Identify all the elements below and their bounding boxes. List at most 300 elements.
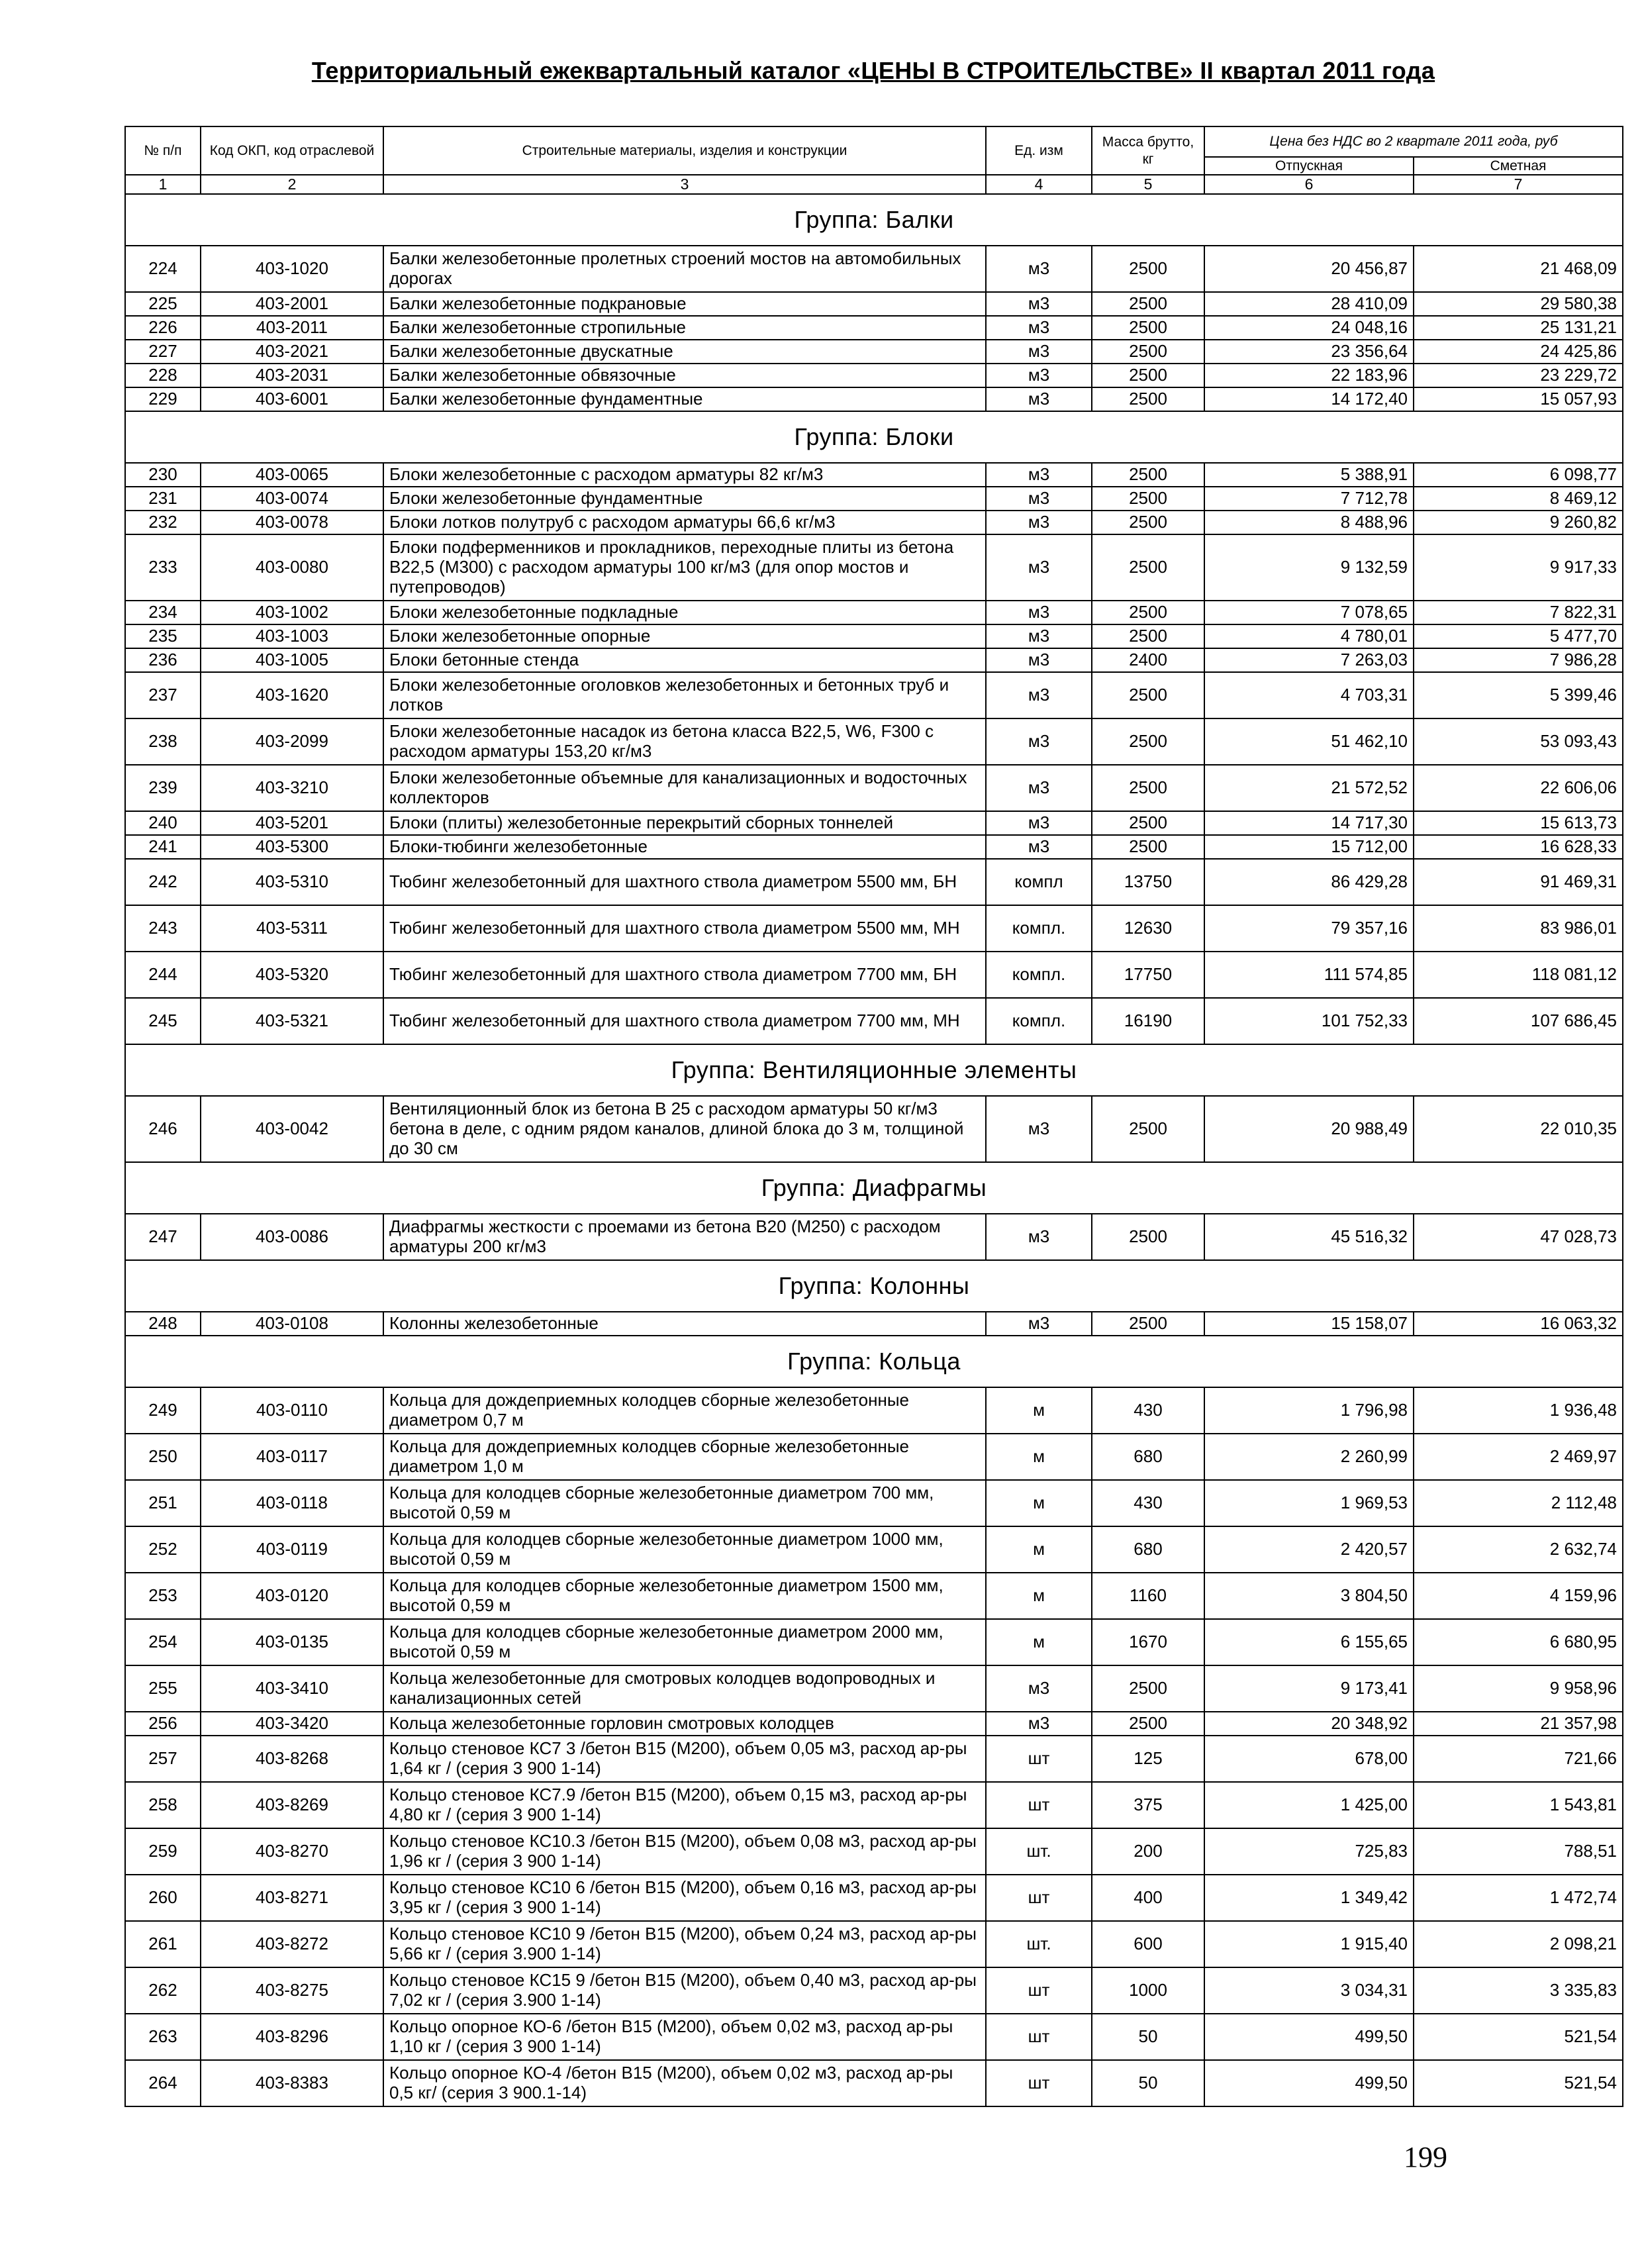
item-code: 403-1020 bbox=[201, 246, 383, 292]
item-name: Колонны железобетонные bbox=[383, 1312, 986, 1336]
table-row bbox=[125, 364, 1623, 387]
item-mass: 1160 bbox=[1092, 1573, 1204, 1619]
item-price-release: 8 488,96 bbox=[1204, 511, 1414, 534]
item-name: Кольца железобетонные горловин смотровых колодцев bbox=[383, 1712, 986, 1736]
item-code: 403-5201 bbox=[201, 811, 383, 835]
item-number: 264 bbox=[125, 2060, 201, 2106]
item-code: 403-3420 bbox=[201, 1712, 383, 1736]
item-price-release: 20 456,87 bbox=[1204, 246, 1414, 292]
item-code: 403-8268 bbox=[201, 1736, 383, 1782]
group-title: Группа: Диафрагмы bbox=[125, 1162, 1623, 1214]
item-number: 234 bbox=[125, 601, 201, 624]
item-price-estimate: 16 063,32 bbox=[1414, 1312, 1623, 1336]
group-title: Группа: Колонны bbox=[125, 1260, 1623, 1312]
item-price-release: 51 462,10 bbox=[1204, 718, 1414, 765]
item-price-estimate: 5 399,46 bbox=[1414, 672, 1623, 718]
item-number: 263 bbox=[125, 2014, 201, 2060]
item-code: 403-8270 bbox=[201, 1828, 383, 1875]
item-price-estimate: 107 686,45 bbox=[1414, 998, 1623, 1044]
item-mass: 2400 bbox=[1092, 648, 1204, 672]
item-code: 403-2099 bbox=[201, 718, 383, 765]
item-unit: компл. bbox=[986, 905, 1092, 952]
item-name: Кольцо стеновое КС7.9 /бетон В15 (М200), объем 0,15 м3, расход ар-ры 4,80 кг / (серия 3 900 1-14) bbox=[383, 1782, 986, 1828]
item-price-release: 45 516,32 bbox=[1204, 1214, 1414, 1260]
item-price-estimate: 2 112,48 bbox=[1414, 1480, 1623, 1526]
item-name: Кольцо стеновое КС10 9 /бетон В15 (М200), объем 0,24 м3, расход ар-ры 5,66 кг / (серия 3.900 1-14) bbox=[383, 1921, 986, 1967]
group-title: Группа: Балки bbox=[125, 194, 1623, 246]
item-code: 403-0117 bbox=[201, 1434, 383, 1480]
item-mass: 2500 bbox=[1092, 292, 1204, 316]
item-mass: 12630 bbox=[1092, 905, 1204, 952]
item-mass: 200 bbox=[1092, 1828, 1204, 1875]
item-price-estimate: 7 822,31 bbox=[1414, 601, 1623, 624]
item-name: Балки железобетонные стропильные bbox=[383, 316, 986, 340]
item-unit: м3 bbox=[986, 364, 1092, 387]
item-number: 227 bbox=[125, 340, 201, 364]
item-mass: 2500 bbox=[1092, 718, 1204, 765]
item-price-estimate: 4 159,96 bbox=[1414, 1573, 1623, 1619]
header-num: № п/п bbox=[125, 126, 201, 175]
item-code: 403-1003 bbox=[201, 624, 383, 648]
table-row bbox=[125, 1828, 1623, 1875]
item-unit: м3 bbox=[986, 1712, 1092, 1736]
item-number: 230 bbox=[125, 463, 201, 487]
item-code: 403-1620 bbox=[201, 672, 383, 718]
item-price-estimate: 1 543,81 bbox=[1414, 1782, 1623, 1828]
item-number: 224 bbox=[125, 246, 201, 292]
column-numbers-row bbox=[125, 175, 1623, 193]
table-row bbox=[125, 1434, 1623, 1480]
header-unit: Ед. изм bbox=[986, 126, 1092, 175]
group-header-row bbox=[125, 1044, 1623, 1096]
item-price-estimate: 721,66 bbox=[1414, 1736, 1623, 1782]
item-price-estimate: 1 472,74 bbox=[1414, 1875, 1623, 1921]
catalog-table bbox=[124, 126, 1623, 2107]
item-price-estimate: 47 028,73 bbox=[1414, 1214, 1623, 1260]
table-row bbox=[125, 463, 1623, 487]
item-price-estimate: 9 260,82 bbox=[1414, 511, 1623, 534]
item-mass: 17750 bbox=[1092, 952, 1204, 998]
item-price-estimate: 29 580,38 bbox=[1414, 292, 1623, 316]
item-code: 403-8269 bbox=[201, 1782, 383, 1828]
item-price-release: 2 260,99 bbox=[1204, 1434, 1414, 1480]
item-name: Кольца для колодцев сборные железобетонные диаметром 1000 мм, высотой 0,59 м bbox=[383, 1526, 986, 1573]
item-name: Кольцо стеновое КС15 9 /бетон В15 (М200), объем 0,40 м3, расход ар-ры 7,02 кг / (серия 3.900 1-14) bbox=[383, 1967, 986, 2014]
item-unit: м3 bbox=[986, 1214, 1092, 1260]
item-name: Кольца для колодцев сборные железобетонные диаметром 700 мм, высотой 0,59 м bbox=[383, 1480, 986, 1526]
table-row bbox=[125, 1526, 1623, 1573]
item-mass: 680 bbox=[1092, 1526, 1204, 1573]
table-row bbox=[125, 624, 1623, 648]
column-number-cell: 4 bbox=[986, 175, 1092, 193]
item-price-estimate: 2 469,97 bbox=[1414, 1434, 1623, 1480]
item-mass: 125 bbox=[1092, 1736, 1204, 1782]
item-price-estimate: 15 057,93 bbox=[1414, 387, 1623, 411]
item-mass: 50 bbox=[1092, 2060, 1204, 2106]
item-number: 232 bbox=[125, 511, 201, 534]
item-mass: 2500 bbox=[1092, 511, 1204, 534]
item-price-estimate: 521,54 bbox=[1414, 2060, 1623, 2106]
table-row bbox=[125, 998, 1623, 1044]
item-name: Кольцо опорное КО-4 /бетон В15 (М200), объем 0,02 м3, расход ар-ры 0,5 кг/ (серия 3 900.1-14) bbox=[383, 2060, 986, 2106]
item-name: Блоки-тюбинги железобетонные bbox=[383, 835, 986, 859]
item-price-release: 1 349,42 bbox=[1204, 1875, 1414, 1921]
item-unit: м3 bbox=[986, 648, 1092, 672]
item-number: 242 bbox=[125, 859, 201, 905]
item-code: 403-0065 bbox=[201, 463, 383, 487]
item-price-release: 6 155,65 bbox=[1204, 1619, 1414, 1665]
item-price-release: 5 388,91 bbox=[1204, 463, 1414, 487]
item-price-release: 23 356,64 bbox=[1204, 340, 1414, 364]
item-price-estimate: 788,51 bbox=[1414, 1828, 1623, 1875]
item-price-release: 3 804,50 bbox=[1204, 1573, 1414, 1619]
item-code: 403-0086 bbox=[201, 1214, 383, 1260]
table-row bbox=[125, 1782, 1623, 1828]
item-unit: м bbox=[986, 1526, 1092, 1573]
item-price-release: 86 429,28 bbox=[1204, 859, 1414, 905]
item-code: 403-2011 bbox=[201, 316, 383, 340]
item-price-estimate: 16 628,33 bbox=[1414, 835, 1623, 859]
group-header-row bbox=[125, 411, 1623, 463]
item-mass: 600 bbox=[1092, 1921, 1204, 1967]
item-number: 225 bbox=[125, 292, 201, 316]
group-title: Группа: Вентиляционные элементы bbox=[125, 1044, 1623, 1096]
item-price-estimate: 21 468,09 bbox=[1414, 246, 1623, 292]
item-name: Вентиляционный блок из бетона В 25 с расходом арматуры 50 кг/м3 бетона в деле, с одним рядом каналов, длиной блока до 3 м, толщиной до 30 см bbox=[383, 1096, 986, 1162]
item-mass: 680 bbox=[1092, 1434, 1204, 1480]
item-number: 253 bbox=[125, 1573, 201, 1619]
item-unit: м3 bbox=[986, 601, 1092, 624]
item-price-release: 21 572,52 bbox=[1204, 765, 1414, 811]
table-row bbox=[125, 2014, 1623, 2060]
item-mass: 2500 bbox=[1092, 1214, 1204, 1260]
item-number: 262 bbox=[125, 1967, 201, 2014]
item-unit: м3 bbox=[986, 765, 1092, 811]
item-name: Блоки железобетонные с расходом арматуры 82 кг/м3 bbox=[383, 463, 986, 487]
item-price-estimate: 22 010,35 bbox=[1414, 1096, 1623, 1162]
item-code: 403-0108 bbox=[201, 1312, 383, 1336]
item-mass: 430 bbox=[1092, 1387, 1204, 1434]
item-name: Диафрагмы жесткости с проемами из бетона В20 (М250) с расходом арматуры 200 кг/м3 bbox=[383, 1214, 986, 1260]
table-row bbox=[125, 1096, 1623, 1162]
table-row bbox=[125, 718, 1623, 765]
table-row bbox=[125, 859, 1623, 905]
item-mass: 2500 bbox=[1092, 463, 1204, 487]
item-mass: 2500 bbox=[1092, 1712, 1204, 1736]
item-mass: 2500 bbox=[1092, 624, 1204, 648]
item-number: 255 bbox=[125, 1665, 201, 1712]
item-mass: 2500 bbox=[1092, 246, 1204, 292]
item-unit: м3 bbox=[986, 1096, 1092, 1162]
group-header-row bbox=[125, 1260, 1623, 1312]
item-number: 247 bbox=[125, 1214, 201, 1260]
item-number: 239 bbox=[125, 765, 201, 811]
item-price-release: 1 915,40 bbox=[1204, 1921, 1414, 1967]
item-unit: шт bbox=[986, 1736, 1092, 1782]
table-row bbox=[125, 905, 1623, 952]
item-price-release: 499,50 bbox=[1204, 2060, 1414, 2106]
item-name: Балки железобетонные фундаментные bbox=[383, 387, 986, 411]
item-unit: м3 bbox=[986, 340, 1092, 364]
item-mass: 2500 bbox=[1092, 316, 1204, 340]
item-number: 256 bbox=[125, 1712, 201, 1736]
item-price-release: 9 132,59 bbox=[1204, 534, 1414, 601]
item-number: 244 bbox=[125, 952, 201, 998]
header-mass: Масса брутто, кг bbox=[1092, 126, 1204, 175]
table-row bbox=[125, 765, 1623, 811]
item-unit: шт bbox=[986, 1967, 1092, 2014]
table-row bbox=[125, 534, 1623, 601]
table-row bbox=[125, 511, 1623, 534]
item-code: 403-0135 bbox=[201, 1619, 383, 1665]
item-name: Тюбинг железобетонный для шахтного ствола диаметром 5500 мм, БН bbox=[383, 859, 986, 905]
item-code: 403-8275 bbox=[201, 1967, 383, 2014]
item-price-estimate: 15 613,73 bbox=[1414, 811, 1623, 835]
item-unit: м3 bbox=[986, 292, 1092, 316]
table-row bbox=[125, 2060, 1623, 2106]
item-number: 248 bbox=[125, 1312, 201, 1336]
item-name: Кольцо стеновое КС10.3 /бетон В15 (М200), объем 0,08 м3, расход ар-ры 1,96 кг / (серия 3 900 1-14) bbox=[383, 1828, 986, 1875]
table-row bbox=[125, 316, 1623, 340]
item-number: 240 bbox=[125, 811, 201, 835]
item-name: Блоки железобетонные опорные bbox=[383, 624, 986, 648]
item-price-estimate: 521,54 bbox=[1414, 2014, 1623, 2060]
item-code: 403-2001 bbox=[201, 292, 383, 316]
item-price-estimate: 2 098,21 bbox=[1414, 1921, 1623, 1967]
item-unit: шт. bbox=[986, 1828, 1092, 1875]
item-price-release: 1 796,98 bbox=[1204, 1387, 1414, 1434]
item-price-estimate: 3 335,83 bbox=[1414, 1967, 1623, 2014]
item-price-estimate: 25 131,21 bbox=[1414, 316, 1623, 340]
table-row bbox=[125, 1619, 1623, 1665]
item-unit: шт bbox=[986, 1875, 1092, 1921]
table-row bbox=[125, 952, 1623, 998]
item-number: 258 bbox=[125, 1782, 201, 1828]
item-unit: м3 bbox=[986, 811, 1092, 835]
item-code: 403-0119 bbox=[201, 1526, 383, 1573]
item-price-estimate: 6 680,95 bbox=[1414, 1619, 1623, 1665]
column-number-cell: 1 bbox=[125, 175, 201, 193]
item-unit: м3 bbox=[986, 487, 1092, 511]
item-price-release: 9 173,41 bbox=[1204, 1665, 1414, 1712]
item-number: 226 bbox=[125, 316, 201, 340]
column-number-cell: 6 bbox=[1204, 175, 1414, 193]
item-price-release: 2 420,57 bbox=[1204, 1526, 1414, 1573]
item-name: Балки железобетонные подкрановые bbox=[383, 292, 986, 316]
item-code: 403-1002 bbox=[201, 601, 383, 624]
table-row bbox=[125, 246, 1623, 292]
item-unit: м3 bbox=[986, 387, 1092, 411]
item-price-release: 1 969,53 bbox=[1204, 1480, 1414, 1526]
item-number: 241 bbox=[125, 835, 201, 859]
item-mass: 375 bbox=[1092, 1782, 1204, 1828]
item-code: 403-1005 bbox=[201, 648, 383, 672]
header-price-release: Отпускная bbox=[1204, 157, 1414, 175]
table-row bbox=[125, 1875, 1623, 1921]
item-number: 237 bbox=[125, 672, 201, 718]
header-price: Цена без НДС во 2 квартале 2011 года, руб bbox=[1204, 126, 1623, 157]
item-mass: 2500 bbox=[1092, 364, 1204, 387]
item-price-release: 79 357,16 bbox=[1204, 905, 1414, 952]
item-number: 233 bbox=[125, 534, 201, 601]
item-number: 257 bbox=[125, 1736, 201, 1782]
item-price-estimate: 53 093,43 bbox=[1414, 718, 1623, 765]
item-code: 403-5311 bbox=[201, 905, 383, 952]
item-number: 236 bbox=[125, 648, 201, 672]
item-price-release: 14 172,40 bbox=[1204, 387, 1414, 411]
table-row bbox=[125, 1214, 1623, 1260]
item-unit: м bbox=[986, 1619, 1092, 1665]
table-row bbox=[125, 340, 1623, 364]
item-price-release: 14 717,30 bbox=[1204, 811, 1414, 835]
item-unit: м3 bbox=[986, 718, 1092, 765]
table-row bbox=[125, 601, 1623, 624]
table-row bbox=[125, 387, 1623, 411]
item-price-estimate: 5 477,70 bbox=[1414, 624, 1623, 648]
item-code: 403-2021 bbox=[201, 340, 383, 364]
item-name: Блоки железобетонные подкладные bbox=[383, 601, 986, 624]
item-number: 260 bbox=[125, 1875, 201, 1921]
item-price-estimate: 118 081,12 bbox=[1414, 952, 1623, 998]
item-price-estimate: 24 425,86 bbox=[1414, 340, 1623, 364]
item-number: 252 bbox=[125, 1526, 201, 1573]
item-mass: 2500 bbox=[1092, 1096, 1204, 1162]
item-code: 403-2031 bbox=[201, 364, 383, 387]
item-number: 259 bbox=[125, 1828, 201, 1875]
item-price-estimate: 1 936,48 bbox=[1414, 1387, 1623, 1434]
item-code: 403-8383 bbox=[201, 2060, 383, 2106]
item-unit: компл. bbox=[986, 952, 1092, 998]
item-code: 403-0118 bbox=[201, 1480, 383, 1526]
item-code: 403-8296 bbox=[201, 2014, 383, 2060]
item-mass: 13750 bbox=[1092, 859, 1204, 905]
item-mass: 2500 bbox=[1092, 1312, 1204, 1336]
item-name: Кольца для дождеприемных колодцев сборные железобетонные диаметром 0,7 м bbox=[383, 1387, 986, 1434]
item-name: Кольца для дождеприемных колодцев сборные железобетонные диаметром 1,0 м bbox=[383, 1434, 986, 1480]
item-name: Балки железобетонные двускатные bbox=[383, 340, 986, 364]
item-price-estimate: 9 917,33 bbox=[1414, 534, 1623, 601]
item-code: 403-5321 bbox=[201, 998, 383, 1044]
item-mass: 2500 bbox=[1092, 601, 1204, 624]
item-name: Блоки железобетонные насадок из бетона класса В22,5, W6, F300 с расходом арматуры 153,20 кг/м3 bbox=[383, 718, 986, 765]
table-row bbox=[125, 1665, 1623, 1712]
item-code: 403-0074 bbox=[201, 487, 383, 511]
item-unit: м3 bbox=[986, 246, 1092, 292]
item-mass: 2500 bbox=[1092, 534, 1204, 601]
item-price-release: 3 034,31 bbox=[1204, 1967, 1414, 2014]
item-price-estimate: 83 986,01 bbox=[1414, 905, 1623, 952]
item-price-release: 20 988,49 bbox=[1204, 1096, 1414, 1162]
item-price-estimate: 23 229,72 bbox=[1414, 364, 1623, 387]
item-code: 403-5310 bbox=[201, 859, 383, 905]
item-name: Блоки бетонные стенда bbox=[383, 648, 986, 672]
item-name: Кольца для колодцев сборные железобетонные диаметром 1500 мм, высотой 0,59 м bbox=[383, 1573, 986, 1619]
item-price-estimate: 7 986,28 bbox=[1414, 648, 1623, 672]
item-name: Кольцо стеновое КС10 6 /бетон В15 (М200), объем 0,16 м3, расход ар-ры 3,95 кг / (серия 3 900 1-14) bbox=[383, 1875, 986, 1921]
item-number: 235 bbox=[125, 624, 201, 648]
item-code: 403-0078 bbox=[201, 511, 383, 534]
item-name: Блоки железобетонные оголовков железобетонных и бетонных труб и лотков bbox=[383, 672, 986, 718]
table-row bbox=[125, 1387, 1623, 1434]
catalog-body bbox=[125, 194, 1623, 2106]
item-number: 243 bbox=[125, 905, 201, 952]
item-number: 229 bbox=[125, 387, 201, 411]
item-unit: м3 bbox=[986, 534, 1092, 601]
table-row bbox=[125, 835, 1623, 859]
table-row bbox=[125, 1921, 1623, 1967]
item-name: Тюбинг железобетонный для шахтного ствола диаметром 5500 мм, МН bbox=[383, 905, 986, 952]
table-row bbox=[125, 292, 1623, 316]
table-row bbox=[125, 672, 1623, 718]
item-unit: м bbox=[986, 1387, 1092, 1434]
item-price-release: 15 712,00 bbox=[1204, 835, 1414, 859]
item-code: 403-3410 bbox=[201, 1665, 383, 1712]
item-price-release: 7 263,03 bbox=[1204, 648, 1414, 672]
page-number: 199 bbox=[1404, 2141, 1447, 2173]
item-price-release: 1 425,00 bbox=[1204, 1782, 1414, 1828]
item-price-estimate: 2 632,74 bbox=[1414, 1526, 1623, 1573]
item-price-release: 15 158,07 bbox=[1204, 1312, 1414, 1336]
item-number: 238 bbox=[125, 718, 201, 765]
header-name: Строительные материалы, изделия и конструкции bbox=[383, 126, 986, 175]
item-price-release: 678,00 bbox=[1204, 1736, 1414, 1782]
item-price-release: 101 752,33 bbox=[1204, 998, 1414, 1044]
item-unit: шт bbox=[986, 2014, 1092, 2060]
item-price-release: 28 410,09 bbox=[1204, 292, 1414, 316]
table-row bbox=[125, 1736, 1623, 1782]
item-unit: м3 bbox=[986, 511, 1092, 534]
item-unit: компл. bbox=[986, 998, 1092, 1044]
item-mass: 400 bbox=[1092, 1875, 1204, 1921]
item-unit: м3 bbox=[986, 1312, 1092, 1336]
item-price-release: 4 780,01 bbox=[1204, 624, 1414, 648]
item-price-estimate: 8 469,12 bbox=[1414, 487, 1623, 511]
item-code: 403-0042 bbox=[201, 1096, 383, 1162]
column-number-cell: 5 bbox=[1092, 175, 1204, 193]
item-mass: 2500 bbox=[1092, 835, 1204, 859]
item-price-estimate: 9 958,96 bbox=[1414, 1665, 1623, 1712]
item-number: 251 bbox=[125, 1480, 201, 1526]
item-mass: 2500 bbox=[1092, 340, 1204, 364]
item-price-estimate: 91 469,31 bbox=[1414, 859, 1623, 905]
item-unit: шт bbox=[986, 1782, 1092, 1828]
item-code: 403-6001 bbox=[201, 387, 383, 411]
header-price-estimate: Сметная bbox=[1414, 157, 1623, 175]
item-name: Балки железобетонные обвязочные bbox=[383, 364, 986, 387]
item-mass: 2500 bbox=[1092, 811, 1204, 835]
group-header-row bbox=[125, 1162, 1623, 1214]
item-price-release: 24 048,16 bbox=[1204, 316, 1414, 340]
item-mass: 1670 bbox=[1092, 1619, 1204, 1665]
table-row bbox=[125, 1712, 1623, 1736]
item-price-release: 7 712,78 bbox=[1204, 487, 1414, 511]
page-title: Территориальный ежеквартальный каталог «ЦЕНЫ В СТРОИТЕЛЬСТВЕ» II квартал 2011 года bbox=[311, 57, 1435, 84]
item-name: Блоки подферменников и прокладников, переходные плиты из бетона В22,5 (М300) с расходом арматуры 100 кг/м3 (для опор мостов и путепроводов) bbox=[383, 534, 986, 601]
item-code: 403-0080 bbox=[201, 534, 383, 601]
item-number: 231 bbox=[125, 487, 201, 511]
item-mass: 430 bbox=[1092, 1480, 1204, 1526]
item-unit: м bbox=[986, 1573, 1092, 1619]
table-row bbox=[125, 811, 1623, 835]
item-mass: 50 bbox=[1092, 2014, 1204, 2060]
item-price-release: 4 703,31 bbox=[1204, 672, 1414, 718]
item-mass: 2500 bbox=[1092, 1665, 1204, 1712]
item-name: Блоки лотков полутруб с расходом арматуры 66,6 кг/м3 bbox=[383, 511, 986, 534]
item-number: 249 bbox=[125, 1387, 201, 1434]
table-row bbox=[125, 1967, 1623, 2014]
item-name: Кольцо стеновое КС7 3 /бетон В15 (М200), объем 0,05 м3, расход ар-ры 1,64 кг / (серия 3 900 1-14) bbox=[383, 1736, 986, 1782]
item-mass: 2500 bbox=[1092, 672, 1204, 718]
